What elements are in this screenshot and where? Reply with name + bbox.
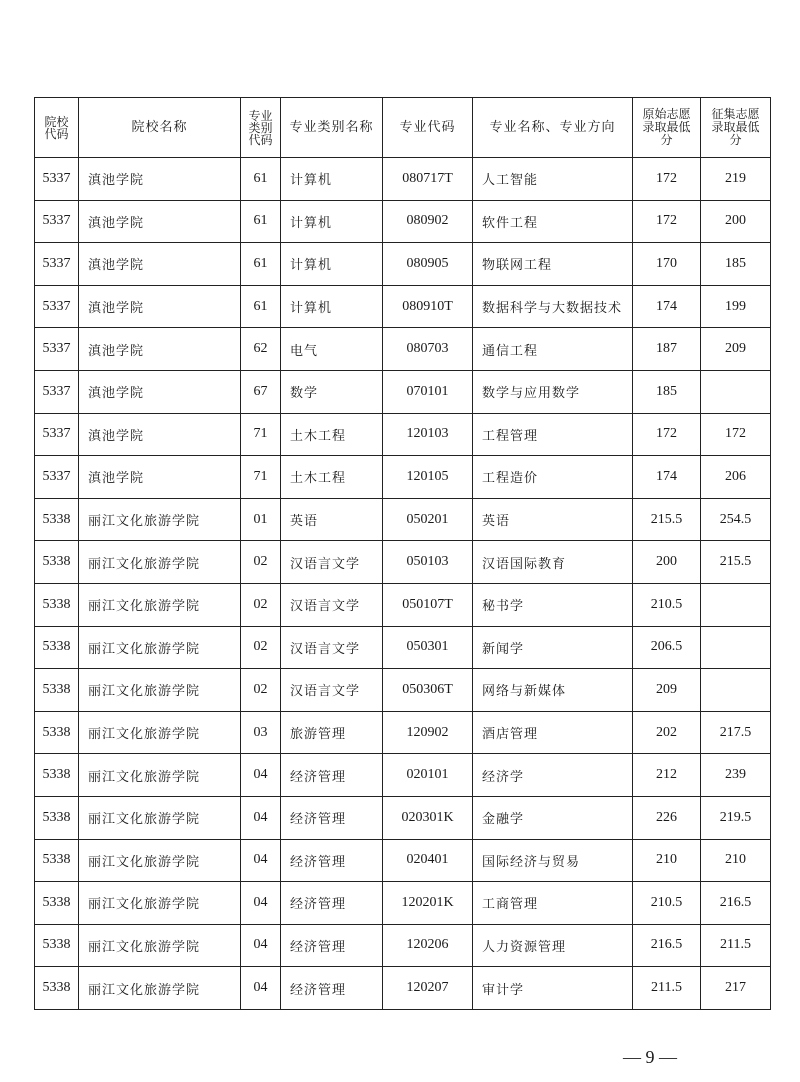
school-name-cell: 丽江文化旅游学院 <box>79 839 241 882</box>
category-name-cell: 计算机 <box>281 158 383 201</box>
original-min-score-cell: 209 <box>633 669 701 712</box>
category-code-cell: 02 <box>241 541 281 584</box>
table-row <box>35 541 771 584</box>
category-code-cell: 62 <box>241 328 281 371</box>
table-header-row <box>35 98 771 158</box>
header-school-code: 院校代码 <box>35 98 79 158</box>
header-category-code: 专业类别代码 <box>241 98 281 158</box>
school-name-cell: 丽江文化旅游学院 <box>79 882 241 925</box>
major-name-cell: 工程管理 <box>473 413 633 456</box>
category-code-cell: 71 <box>241 413 281 456</box>
school-code-cell: 5338 <box>35 967 79 1010</box>
original-min-score-cell: 226 <box>633 796 701 839</box>
school-code-cell: 5338 <box>35 839 79 882</box>
category-code-cell: 61 <box>241 243 281 286</box>
supplementary-min-score-cell: 172 <box>701 413 771 456</box>
school-name-cell: 丽江文化旅游学院 <box>79 924 241 967</box>
header-category-name: 专业类别名称 <box>281 98 383 158</box>
category-code-cell: 04 <box>241 924 281 967</box>
category-name-cell: 经济管理 <box>281 924 383 967</box>
major-code-cell: 080902 <box>383 200 473 243</box>
major-code-cell: 080910T <box>383 285 473 328</box>
table-row <box>35 243 771 286</box>
table-row <box>35 754 771 797</box>
category-code-cell: 01 <box>241 498 281 541</box>
school-code-cell: 5338 <box>35 541 79 584</box>
category-code-cell: 02 <box>241 583 281 626</box>
table-row <box>35 285 771 328</box>
category-code-cell: 61 <box>241 200 281 243</box>
category-code-cell: 04 <box>241 839 281 882</box>
original-min-score-cell: 185 <box>633 370 701 413</box>
header-major-code: 专业代码 <box>383 98 473 158</box>
supplementary-min-score-cell: 219.5 <box>701 796 771 839</box>
school-code-cell: 5337 <box>35 158 79 201</box>
table-row <box>35 328 771 371</box>
major-code-cell: 120201K <box>383 882 473 925</box>
major-name-cell: 通信工程 <box>473 328 633 371</box>
school-code-cell: 5338 <box>35 498 79 541</box>
school-name-cell: 丽江文化旅游学院 <box>79 754 241 797</box>
original-min-score-cell: 187 <box>633 328 701 371</box>
category-name-cell: 计算机 <box>281 200 383 243</box>
supplementary-min-score-cell: 219 <box>701 158 771 201</box>
category-name-cell: 计算机 <box>281 243 383 286</box>
table-row <box>35 711 771 754</box>
school-name-cell: 滇池学院 <box>79 200 241 243</box>
major-name-cell: 网络与新媒体 <box>473 669 633 712</box>
school-name-cell: 滇池学院 <box>79 285 241 328</box>
category-code-cell: 03 <box>241 711 281 754</box>
supplementary-min-score-cell: 211.5 <box>701 924 771 967</box>
category-name-cell: 经济管理 <box>281 967 383 1010</box>
school-code-cell: 5337 <box>35 285 79 328</box>
table-body <box>35 158 771 1010</box>
school-code-cell: 5337 <box>35 243 79 286</box>
category-name-cell: 土木工程 <box>281 456 383 499</box>
major-name-cell: 软件工程 <box>473 200 633 243</box>
supplementary-min-score-cell: 215.5 <box>701 541 771 584</box>
table-row <box>35 498 771 541</box>
school-name-cell: 滇池学院 <box>79 413 241 456</box>
school-code-cell: 5337 <box>35 370 79 413</box>
original-min-score-cell: 206.5 <box>633 626 701 669</box>
header-school-name: 院校名称 <box>79 98 241 158</box>
category-code-cell: 04 <box>241 796 281 839</box>
major-code-cell: 050201 <box>383 498 473 541</box>
major-name-cell: 汉语国际教育 <box>473 541 633 584</box>
category-name-cell: 经济管理 <box>281 796 383 839</box>
original-min-score-cell: 210.5 <box>633 583 701 626</box>
table-row <box>35 200 771 243</box>
school-code-cell: 5338 <box>35 669 79 712</box>
header-major-name: 专业名称、专业方向 <box>473 98 633 158</box>
school-name-cell: 滇池学院 <box>79 328 241 371</box>
header-supplementary-min-score: 征集志愿录取最低分 <box>701 98 771 158</box>
supplementary-min-score-cell: 216.5 <box>701 882 771 925</box>
school-code-cell: 5337 <box>35 328 79 371</box>
original-min-score-cell: 200 <box>633 541 701 584</box>
major-code-cell: 120103 <box>383 413 473 456</box>
category-name-cell: 汉语言文学 <box>281 669 383 712</box>
category-name-cell: 英语 <box>281 498 383 541</box>
category-name-cell: 经济管理 <box>281 882 383 925</box>
major-name-cell: 人工智能 <box>473 158 633 201</box>
original-min-score-cell: 211.5 <box>633 967 701 1010</box>
supplementary-min-score-cell: 199 <box>701 285 771 328</box>
original-min-score-cell: 202 <box>633 711 701 754</box>
category-name-cell: 汉语言文学 <box>281 583 383 626</box>
school-name-cell: 滇池学院 <box>79 243 241 286</box>
school-name-cell: 滇池学院 <box>79 158 241 201</box>
original-min-score-cell: 216.5 <box>633 924 701 967</box>
category-code-cell: 04 <box>241 754 281 797</box>
original-min-score-cell: 174 <box>633 285 701 328</box>
original-min-score-cell: 215.5 <box>633 498 701 541</box>
original-min-score-cell: 170 <box>633 243 701 286</box>
supplementary-min-score-cell: 210 <box>701 839 771 882</box>
major-code-cell: 120105 <box>383 456 473 499</box>
table-row <box>35 796 771 839</box>
supplementary-min-score-cell: 217 <box>701 967 771 1010</box>
major-code-cell: 020401 <box>383 839 473 882</box>
category-code-cell: 04 <box>241 882 281 925</box>
supplementary-min-score-cell <box>701 370 771 413</box>
major-code-cell: 020101 <box>383 754 473 797</box>
school-code-cell: 5338 <box>35 882 79 925</box>
major-code-cell: 050301 <box>383 626 473 669</box>
page-number: — 9 — <box>623 1047 677 1067</box>
category-code-cell: 02 <box>241 669 281 712</box>
original-min-score-cell: 174 <box>633 456 701 499</box>
table-row <box>35 626 771 669</box>
major-code-cell: 050103 <box>383 541 473 584</box>
category-code-cell: 61 <box>241 158 281 201</box>
school-code-cell: 5337 <box>35 413 79 456</box>
school-name-cell: 丽江文化旅游学院 <box>79 796 241 839</box>
major-code-cell: 120207 <box>383 967 473 1010</box>
major-name-cell: 新闻学 <box>473 626 633 669</box>
major-name-cell: 经济学 <box>473 754 633 797</box>
category-code-cell: 61 <box>241 285 281 328</box>
table-row <box>35 413 771 456</box>
original-min-score-cell: 172 <box>633 158 701 201</box>
school-name-cell: 丽江文化旅游学院 <box>79 541 241 584</box>
category-code-cell: 04 <box>241 967 281 1010</box>
table-row <box>35 882 771 925</box>
category-name-cell: 旅游管理 <box>281 711 383 754</box>
major-name-cell: 秘书学 <box>473 583 633 626</box>
major-code-cell: 080717T <box>383 158 473 201</box>
category-code-cell: 02 <box>241 626 281 669</box>
school-name-cell: 滇池学院 <box>79 370 241 413</box>
major-code-cell: 050306T <box>383 669 473 712</box>
table-row <box>35 669 771 712</box>
major-name-cell: 数据科学与大数据技术 <box>473 285 633 328</box>
category-name-cell: 计算机 <box>281 285 383 328</box>
major-name-cell: 国际经济与贸易 <box>473 839 633 882</box>
major-name-cell: 工程造价 <box>473 456 633 499</box>
table-row <box>35 456 771 499</box>
original-min-score-cell: 210.5 <box>633 882 701 925</box>
original-min-score-cell: 210 <box>633 839 701 882</box>
major-name-cell: 数学与应用数学 <box>473 370 633 413</box>
school-code-cell: 5337 <box>35 200 79 243</box>
original-min-score-cell: 172 <box>633 200 701 243</box>
category-name-cell: 汉语言文学 <box>281 541 383 584</box>
school-name-cell: 丽江文化旅游学院 <box>79 498 241 541</box>
school-name-cell: 滇池学院 <box>79 456 241 499</box>
supplementary-min-score-cell: 185 <box>701 243 771 286</box>
major-name-cell: 物联网工程 <box>473 243 633 286</box>
supplementary-min-score-cell: 239 <box>701 754 771 797</box>
supplementary-min-score-cell <box>701 626 771 669</box>
category-name-cell: 汉语言文学 <box>281 626 383 669</box>
supplementary-min-score-cell: 254.5 <box>701 498 771 541</box>
category-name-cell: 经济管理 <box>281 754 383 797</box>
school-code-cell: 5338 <box>35 711 79 754</box>
school-name-cell: 丽江文化旅游学院 <box>79 967 241 1010</box>
major-code-cell: 120902 <box>383 711 473 754</box>
category-name-cell: 土木工程 <box>281 413 383 456</box>
table-row <box>35 158 771 201</box>
supplementary-min-score-cell: 209 <box>701 328 771 371</box>
school-code-cell: 5337 <box>35 456 79 499</box>
admission-score-table <box>34 97 771 1010</box>
major-name-cell: 英语 <box>473 498 633 541</box>
supplementary-min-score-cell: 217.5 <box>701 711 771 754</box>
supplementary-min-score-cell <box>701 669 771 712</box>
major-code-cell: 080905 <box>383 243 473 286</box>
major-name-cell: 金融学 <box>473 796 633 839</box>
school-code-cell: 5338 <box>35 754 79 797</box>
school-name-cell: 丽江文化旅游学院 <box>79 583 241 626</box>
school-code-cell: 5338 <box>35 626 79 669</box>
supplementary-min-score-cell: 206 <box>701 456 771 499</box>
original-min-score-cell: 172 <box>633 413 701 456</box>
category-code-cell: 71 <box>241 456 281 499</box>
category-code-cell: 67 <box>241 370 281 413</box>
category-name-cell: 数学 <box>281 370 383 413</box>
school-code-cell: 5338 <box>35 796 79 839</box>
supplementary-min-score-cell: 200 <box>701 200 771 243</box>
supplementary-min-score-cell <box>701 583 771 626</box>
category-name-cell: 经济管理 <box>281 839 383 882</box>
header-original-min-score: 原始志愿录取最低分 <box>633 98 701 158</box>
school-name-cell: 丽江文化旅游学院 <box>79 626 241 669</box>
school-code-cell: 5338 <box>35 583 79 626</box>
table-row <box>35 370 771 413</box>
major-code-cell: 120206 <box>383 924 473 967</box>
major-code-cell: 050107T <box>383 583 473 626</box>
original-min-score-cell: 212 <box>633 754 701 797</box>
major-code-cell: 080703 <box>383 328 473 371</box>
major-name-cell: 人力资源管理 <box>473 924 633 967</box>
major-name-cell: 酒店管理 <box>473 711 633 754</box>
table-row <box>35 967 771 1010</box>
table-row <box>35 924 771 967</box>
table-row <box>35 583 771 626</box>
major-name-cell: 审计学 <box>473 967 633 1010</box>
major-code-cell: 020301K <box>383 796 473 839</box>
table-row <box>35 839 771 882</box>
school-code-cell: 5338 <box>35 924 79 967</box>
category-name-cell: 电气 <box>281 328 383 371</box>
school-name-cell: 丽江文化旅游学院 <box>79 711 241 754</box>
major-code-cell: 070101 <box>383 370 473 413</box>
major-name-cell: 工商管理 <box>473 882 633 925</box>
school-name-cell: 丽江文化旅游学院 <box>79 669 241 712</box>
